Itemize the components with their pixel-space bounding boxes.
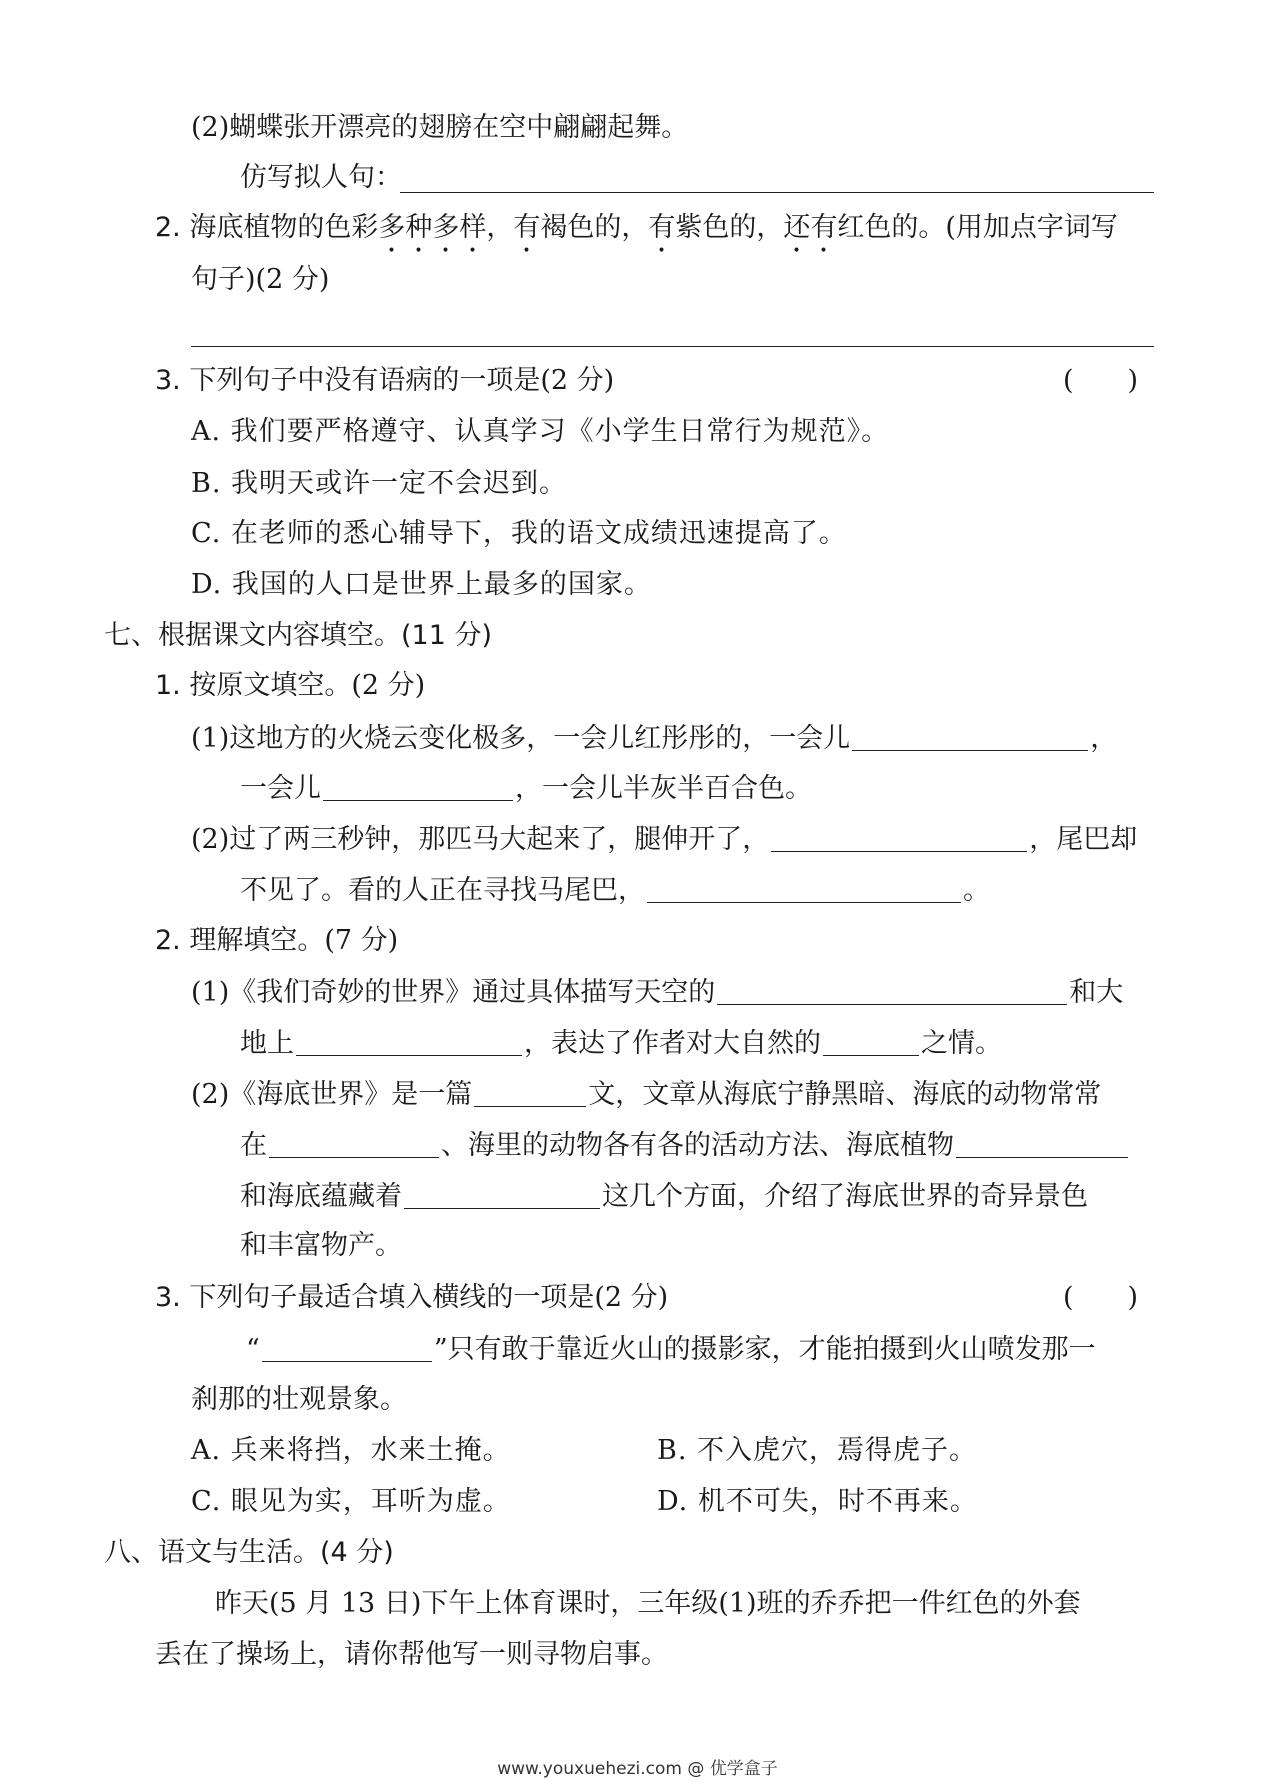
text: ，一会儿半灰半百合色。: [515, 773, 812, 804]
dotted-word: 有: [513, 212, 541, 243]
fill-blank[interactable]: [269, 1127, 439, 1158]
fill-blank[interactable]: [474, 1076, 586, 1107]
s7-q1-item1-line1: [191, 720, 1117, 757]
text: 在: [240, 1130, 267, 1161]
section-8-title: 八、语文与生活。(4 分): [104, 1537, 394, 1568]
fill-blank[interactable]: [404, 1178, 600, 1209]
question-number: 2.: [155, 925, 181, 956]
text: 和海底蕴藏着: [240, 1181, 402, 1212]
text: ”只有敢于靠近火山的摄影家，才能拍摄到火山喷发那一: [433, 1334, 1096, 1365]
fill-blank[interactable]: [647, 872, 961, 903]
option-c: C. 眼见为实，耳听为虚。: [191, 1486, 511, 1517]
s7-question-2: [155, 923, 398, 959]
question-number: 3.: [155, 1282, 181, 1313]
option-c: C. 在老师的悉心辅导下，我的语文成绩迅速提高了。: [191, 518, 847, 549]
text: 红色的。(用加点字词写: [837, 212, 1118, 243]
text: 刹那的壮观景象。: [191, 1384, 407, 1415]
text: 不见了。看的人正在寻找马尾巴，: [240, 875, 645, 906]
item-label: (2): [191, 112, 230, 143]
text: 《海底世界》是一篇: [229, 1079, 473, 1110]
text: 。: [963, 875, 990, 906]
text: 《我们奇妙的世界》通过具体描写天空的: [229, 977, 716, 1008]
answer-line[interactable]: [400, 192, 1154, 193]
answer-parentheses[interactable]: ( ): [1063, 1282, 1139, 1313]
option-b: B. 我明天或许一定不会迟到。: [191, 468, 568, 499]
option-d: D. 我国的人口是世界上最多的国家。: [191, 569, 652, 600]
fill-blank[interactable]: [296, 1025, 522, 1056]
s7-q2-item1-line2: [240, 1025, 1002, 1062]
fill-blank[interactable]: [262, 1331, 432, 1362]
text: 理解填空。(7 分): [189, 925, 399, 956]
option-a: A. 兵来将挡，水来土掩。: [191, 1435, 511, 1466]
text: 地上: [240, 1028, 294, 1059]
section-7-title: 七、根据课文内容填空。(11 分): [104, 620, 493, 651]
item-label: (2): [191, 824, 230, 855]
item-label: (1): [191, 977, 230, 1008]
item-sentence: 蝴蝶张开漂亮的翅膀在空中翩翩起舞。: [229, 112, 689, 143]
s7-q1-item2-line2: [240, 872, 990, 909]
s7-q2-item2-line1: [191, 1076, 1101, 1113]
text: 下列句子最适合填入横线的一项是(2 分): [189, 1282, 669, 1313]
prompt-label: 仿写拟人句：: [240, 162, 402, 193]
s7-q3-stem-line2: [191, 1382, 407, 1418]
dotted-word: 还有: [783, 212, 838, 243]
text: 过了两三秒钟，那匹马大起来了，腿伸开了，: [229, 824, 770, 855]
question-number: 1.: [155, 670, 181, 701]
s7-question-3: [155, 1280, 668, 1316]
option-d: D. 机不可失，时不再来。: [657, 1486, 978, 1517]
s8-paragraph-line1: 昨天(5 月 13 日)下午上体育课时，三年级(1)班的乔乔把一件红色的外套: [215, 1588, 1081, 1619]
dotted-word: 有: [648, 212, 676, 243]
q6-item2-prompt: [240, 160, 402, 196]
answer-parentheses[interactable]: ( ): [1063, 365, 1139, 396]
s7-q1-item1-line2: [240, 770, 812, 807]
q6-item2: [191, 110, 688, 146]
text: 下列句子中没有语病的一项是(2 分): [189, 365, 615, 396]
fill-blank[interactable]: [956, 1127, 1128, 1158]
text: 和大: [1069, 977, 1124, 1008]
s7-q2-item1-line1: [191, 974, 1123, 1011]
text: 这几个方面，介绍了海底世界的奇异景色: [602, 1181, 1088, 1212]
text: 这地方的火烧云变化极多，一会儿红彤彤的，一会儿: [229, 723, 851, 754]
question-number: 2.: [155, 212, 181, 243]
text: 紫色的，: [675, 212, 784, 243]
s7-q1-item2-line1: [191, 821, 1137, 858]
text: 文，文章从海底宁静黑暗、海底的动物常常: [588, 1079, 1102, 1110]
fill-blank[interactable]: [852, 720, 1088, 751]
option-a: A. 我们要严格遵守、认真学习《小学生日常行为规范》。: [191, 416, 890, 447]
fill-blank[interactable]: [717, 974, 1067, 1005]
text: 句子)(2 分): [191, 264, 330, 295]
fill-blank[interactable]: [771, 821, 1027, 852]
text: 按原文填空。(2 分): [189, 670, 426, 701]
option-b: B. 不入虎穴，焉得虎子。: [657, 1435, 978, 1466]
text: ，: [1090, 723, 1118, 754]
q6-question-2: [155, 210, 1118, 259]
s8-paragraph-line2: 丢在了操场上，请你帮他写一则寻物启事。: [155, 1639, 668, 1670]
s7-q2-item2-line2: [240, 1127, 1130, 1164]
text: ，尾巴却: [1029, 824, 1138, 855]
s7-q2-item2-line4: [240, 1228, 402, 1264]
answer-line[interactable]: [191, 346, 1154, 347]
text: 之情。: [921, 1028, 1002, 1059]
fill-blank[interactable]: [823, 1025, 919, 1056]
text: “: [246, 1334, 260, 1365]
s7-q2-item2-line3: [240, 1178, 1088, 1215]
q6-question-3: [155, 363, 614, 399]
fill-blank[interactable]: [323, 770, 513, 801]
item-label: (2): [191, 1079, 230, 1110]
text: 一会儿: [240, 773, 321, 804]
text: ，: [486, 212, 514, 243]
footer-watermark: www.youxuehezi.com @ 优学盒子: [497, 1759, 778, 1779]
question-number: 3.: [155, 365, 181, 396]
text: ，表达了作者对大自然的: [524, 1028, 821, 1059]
dotted-word: 多种多样: [378, 212, 487, 243]
text: 褐色的，: [540, 212, 649, 243]
s7-q3-stem-line1: [246, 1331, 1096, 1368]
text: 和丰富物产。: [240, 1230, 402, 1261]
s7-question-1: [155, 668, 425, 704]
text: 海底植物的色彩: [189, 212, 379, 243]
q6-question-2-cont: [191, 262, 329, 298]
text: 、海里的动物各有各的活动方法、海底植物: [441, 1130, 954, 1161]
item-label: (1): [191, 723, 230, 754]
